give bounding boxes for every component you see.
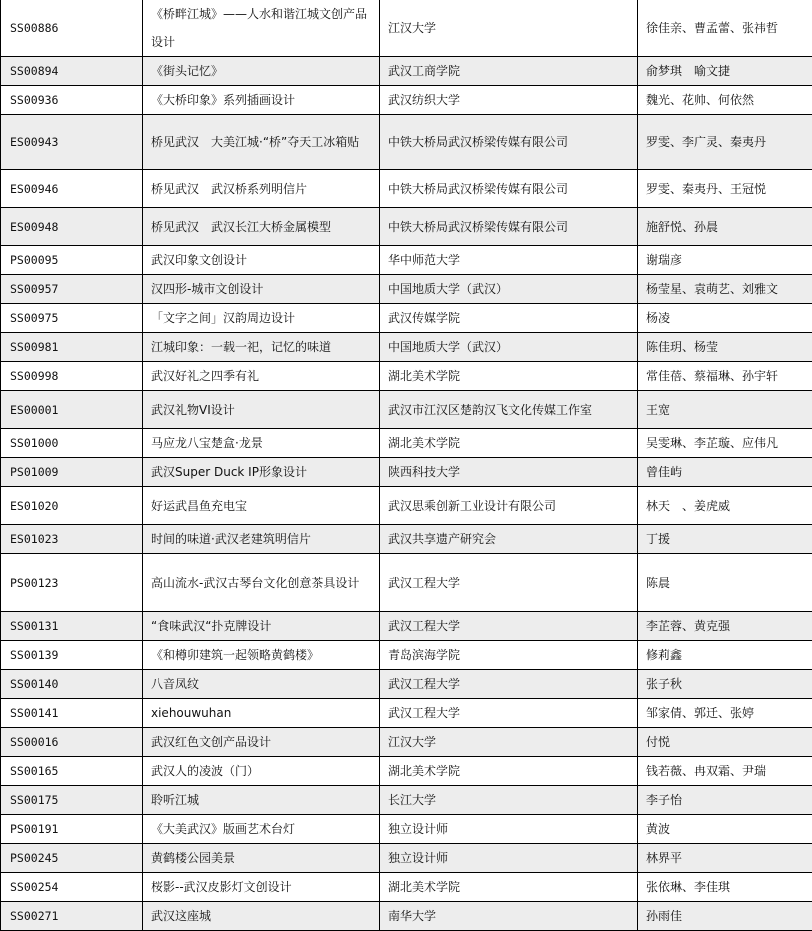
entry-id-cell: ES01020 [1,487,143,525]
entry-organization-cell: 南华大学 [380,902,638,931]
entry-title-cell: 《大美武汉》版画艺术台灯 [143,815,380,844]
entry-id-cell: PS00191 [1,815,143,844]
table-row [1,670,812,699]
entry-id-cell: ES00001 [1,391,143,429]
entry-authors-cell: 张子秋 [638,670,812,699]
entry-id-cell: ES00946 [1,170,143,208]
table-row [1,86,812,115]
entry-id-cell: SS00998 [1,362,143,391]
entry-authors-cell: 常佳蓓、蔡福琳、孙宇轩 [638,362,812,391]
table-row [1,57,812,86]
entry-id-cell: SS00141 [1,699,143,728]
entry-id-cell: SS00175 [1,786,143,815]
table-row [1,641,812,670]
entry-title-cell: 《和樽卯建筑一起领略黄鹤楼》 [143,641,380,670]
entry-id-cell: SS01000 [1,429,143,458]
table-row [1,0,812,57]
entry-title-cell: 武汉人的凌波（门） [143,757,380,786]
entry-id-cell: SS00254 [1,873,143,902]
entry-authors-cell: 孙雨佳 [638,902,812,931]
table-row [1,487,812,525]
table-row [1,333,812,362]
entry-organization-cell: 武汉工程大学 [380,670,638,699]
entry-organization-cell: 武汉思乘创新工业设计有限公司 [380,487,638,525]
entry-id-cell: SS00957 [1,275,143,304]
entry-title-cell: 《街头记忆》 [143,57,380,86]
entry-title-cell: 桜影--武汉皮影灯文创设计 [143,873,380,902]
entry-authors-cell: 李芷蓉、黄克强 [638,612,812,641]
entry-authors-cell: 林界平 [638,844,812,873]
entry-id-cell: ES00943 [1,115,143,170]
table-row [1,757,812,786]
entry-id-cell: ES01023 [1,525,143,554]
entry-organization-cell: 湖北美术学院 [380,362,638,391]
entry-authors-cell: 丁援 [638,525,812,554]
entry-organization-cell: 华中师范大学 [380,246,638,275]
entry-organization-cell: 湖北美术学院 [380,757,638,786]
entry-title-cell: 江城印象：一载一祀，记忆的味道 [143,333,380,362]
entry-organization-cell: 武汉工程大学 [380,699,638,728]
entry-organization-cell: 江汉大学 [380,0,638,57]
table-row [1,844,812,873]
table-row [1,362,812,391]
table-row [1,786,812,815]
entry-authors-cell: 施舒悦、孙晨 [638,208,812,246]
entry-organization-cell: 中铁大桥局武汉桥梁传媒有限公司 [380,170,638,208]
entry-title-cell: 桥见武汉 武汉桥系列明信片 [143,170,380,208]
table-row [1,728,812,757]
entry-authors-cell: 付悦 [638,728,812,757]
entry-organization-cell: 中国地质大学（武汉） [380,275,638,304]
entry-authors-cell: 李子怡 [638,786,812,815]
entry-authors-cell: 邹家倩、郭迁、张婷 [638,699,812,728]
entry-authors-cell: 黄波 [638,815,812,844]
entry-authors-cell: 魏光、花帅、何依然 [638,86,812,115]
entry-authors-cell: 罗雯、秦夷丹、王冠悦 [638,170,812,208]
entry-id-cell: SS00131 [1,612,143,641]
entry-organization-cell: 武汉共享遗产研究会 [380,525,638,554]
entry-title-cell: 武汉好礼之四季有礼 [143,362,380,391]
entry-title-cell: 八音凤纹 [143,670,380,699]
entry-organization-cell: 中铁大桥局武汉桥梁传媒有限公司 [380,115,638,170]
entry-authors-cell: 杨莹星、袁萌艺、刘雅文 [638,275,812,304]
entry-id-cell: SS00886 [1,0,143,57]
entry-title-cell: 武汉这座城 [143,902,380,931]
entry-id-cell: PS00095 [1,246,143,275]
entry-authors-cell: 徐佳亲、曹孟蕾、张祎哲 [638,0,812,57]
entry-title-cell: 时间的味道·武汉老建筑明信片 [143,525,380,554]
entry-authors-cell: 张依琳、李佳琪 [638,873,812,902]
entry-authors-cell: 吴雯琳、李芷璇、应伟凡 [638,429,812,458]
entry-title-cell: “食味武汉“扑克牌设计 [143,612,380,641]
entry-title-cell: 汉四形-城市文创设计 [143,275,380,304]
entry-id-cell: SS00981 [1,333,143,362]
entry-organization-cell: 陕西科技大学 [380,458,638,487]
entry-title-cell: 武汉Super Duck IP形象设计 [143,458,380,487]
entry-id-cell: SS00894 [1,57,143,86]
table-row [1,115,812,170]
entry-organization-cell: 湖北美术学院 [380,429,638,458]
entry-authors-cell: 王宽 [638,391,812,429]
entry-title-cell: 马应龙八宝楚盒·龙景 [143,429,380,458]
entry-organization-cell: 中国地质大学（武汉） [380,333,638,362]
entry-authors-cell: 陈佳玥、杨莹 [638,333,812,362]
table-row [1,304,812,333]
table-row [1,902,812,931]
entry-authors-cell: 杨凌 [638,304,812,333]
entry-organization-cell: 武汉工程大学 [380,554,638,612]
entry-authors-cell: 谢瑞彦 [638,246,812,275]
entry-title-cell: 黄鹤楼公园美景 [143,844,380,873]
entry-title-cell: 好运武昌鱼充电宝 [143,487,380,525]
entry-id-cell: PS01009 [1,458,143,487]
table-row [1,873,812,902]
entry-id-cell: SS00271 [1,902,143,931]
entry-id-cell: SS00936 [1,86,143,115]
entry-organization-cell: 武汉传媒学院 [380,304,638,333]
entry-authors-cell: 俞梦琪 喻文捷 [638,57,812,86]
entry-organization-cell: 江汉大学 [380,728,638,757]
entry-title-cell: 武汉印象文创设计 [143,246,380,275]
entry-title-cell: 桥见武汉 大美江城·“桥”夺天工冰箱贴 [143,115,380,170]
entry-organization-cell: 武汉工商学院 [380,57,638,86]
table-row [1,815,812,844]
table-row [1,391,812,429]
entry-title-cell: 《桥畔江城》——人水和谐江城文创产品设计 [143,0,380,57]
entry-title-cell: xiehouwuhan [143,699,380,728]
entry-id-cell: PS00123 [1,554,143,612]
entry-title-cell: 武汉礼物VI设计 [143,391,380,429]
entry-id-cell: ES00948 [1,208,143,246]
entry-title-cell: 聆听江城 [143,786,380,815]
entry-organization-cell: 长江大学 [380,786,638,815]
entry-id-cell: SS00140 [1,670,143,699]
entry-authors-cell: 修莉鑫 [638,641,812,670]
entry-organization-cell: 湖北美术学院 [380,873,638,902]
table-row [1,275,812,304]
entry-authors-cell: 曾佳屿 [638,458,812,487]
entry-organization-cell: 武汉纺织大学 [380,86,638,115]
entries-table-body [1,0,812,931]
entry-organization-cell: 独立设计师 [380,844,638,873]
entry-authors-cell: 陈晨 [638,554,812,612]
entry-id-cell: SS00139 [1,641,143,670]
entry-title-cell: 高山流水-武汉古琴台文化创意茶具设计 [143,554,380,612]
table-row [1,525,812,554]
entry-organization-cell: 青岛滨海学院 [380,641,638,670]
entry-title-cell: 《大桥印象》系列插画设计 [143,86,380,115]
table-row [1,170,812,208]
entry-authors-cell: 罗雯、李广灵、秦夷丹 [638,115,812,170]
table-row [1,429,812,458]
entry-id-cell: SS00016 [1,728,143,757]
entry-title-cell: 武汉红色文创产品设计 [143,728,380,757]
entry-title-cell: 「文字之间」汉韵周边设计 [143,304,380,333]
table-row [1,699,812,728]
table-row [1,208,812,246]
entry-organization-cell: 武汉工程大学 [380,612,638,641]
entry-title-cell: 桥见武汉 武汉长江大桥金属模型 [143,208,380,246]
table-row [1,612,812,641]
table-row [1,458,812,487]
entry-authors-cell: 钱若薇、冉双霜、尹瑞 [638,757,812,786]
entry-organization-cell: 武汉市江汉区楚韵汉飞文化传媒工作室 [380,391,638,429]
entry-id-cell: SS00165 [1,757,143,786]
entry-organization-cell: 中铁大桥局武汉桥梁传媒有限公司 [380,208,638,246]
table-row [1,554,812,612]
entry-id-cell: PS00245 [1,844,143,873]
table-row [1,246,812,275]
entry-id-cell: SS00975 [1,304,143,333]
entry-authors-cell: 林天 、姜虎威 [638,487,812,525]
entry-organization-cell: 独立设计师 [380,815,638,844]
